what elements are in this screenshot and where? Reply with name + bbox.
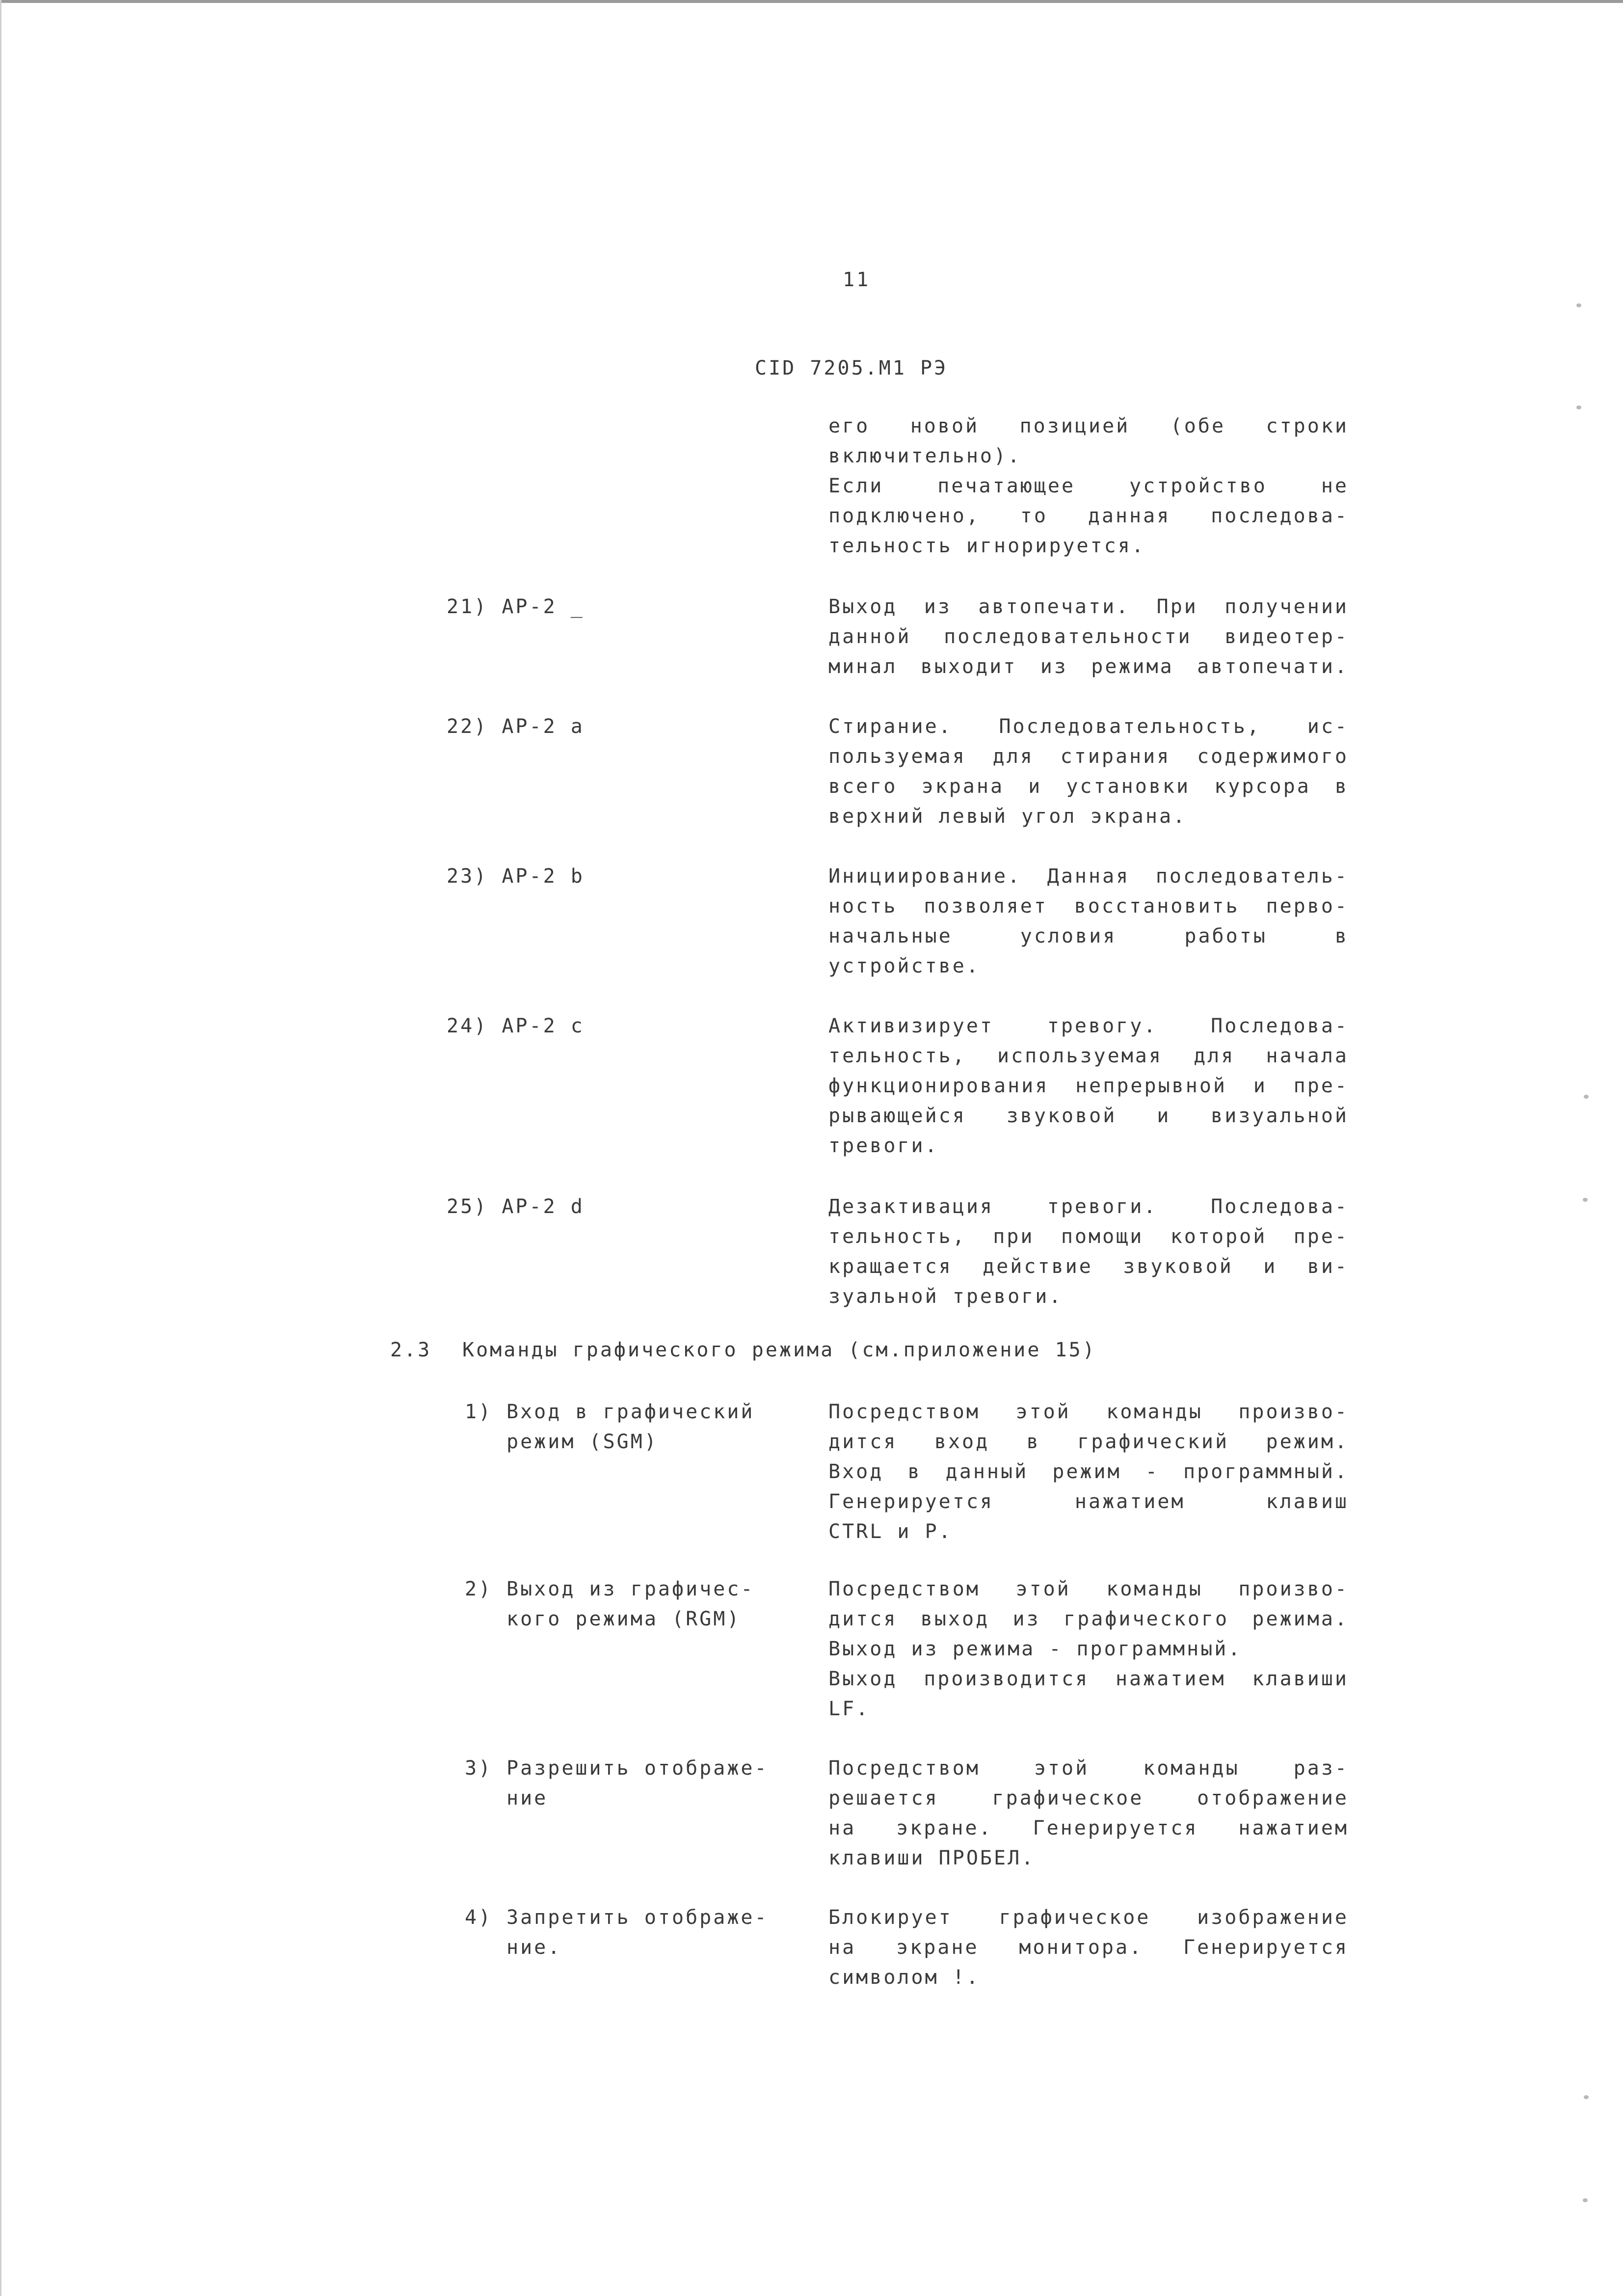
text-line: тельность, используемая для начала [828,1045,1349,1067]
text-line: Посредством этой команды произво- [828,1578,1349,1600]
entry-label: 24) AP-2 c [447,1015,585,1037]
command-number: 2) [465,1578,493,1600]
text-line: его новой позицией (обе строки [828,415,1349,437]
text-line: ность позволяет восстановить перво- [828,895,1349,918]
text-line: подключено, то данная последова- [828,505,1349,527]
continuation-text [828,411,1349,561]
scan-speck [1584,2095,1589,2099]
entry-description [828,592,1349,682]
text-line: устройстве. [828,955,980,977]
command-number: 1) [465,1401,493,1423]
scan-speck [1583,2198,1588,2202]
command-description [828,1903,1349,1993]
text-line: Посредством этой команды раз- [828,1757,1349,1780]
text-line: Вход в данный режим - программный. [828,1460,1349,1483]
text-line: дится вход в графический режим. [828,1431,1349,1453]
command-label [506,1397,754,1457]
text-line: на экране монитора. Генерируется [828,1936,1349,1959]
text-line: Выход из автопечати. При получении [828,595,1349,618]
text-line: включительно). [828,445,1022,467]
text-line: Разрешить отображе- [506,1757,769,1780]
text-line: LF. [828,1698,870,1720]
text-line: Выход производится нажатием клавиши [828,1668,1349,1690]
command-label [506,1903,769,1963]
text-line: дится выход из графического режима. [828,1608,1349,1630]
text-line: тревоги. [828,1134,939,1157]
command-label [506,1754,769,1813]
text-line: решается графическое отображение [828,1787,1349,1810]
text-line: Выход из режима - программный. [828,1638,1242,1660]
text-line: ние. [506,1936,562,1959]
text-line: символом !. [828,1966,980,1989]
text-line: Посредством этой команды произво- [828,1401,1349,1423]
text-line: минал выходит из режима автопечати. [828,655,1349,678]
text-line: данной последовательности видеотер- [828,625,1349,648]
document-code: CID 7205.M1 РЭ [755,357,948,379]
text-line: Выход из графичес- [506,1578,755,1600]
scan-speck [1584,1095,1589,1099]
text-line: кого режима (RGM) [506,1608,741,1630]
entry-description [828,862,1349,981]
text-line: Генерируется нажатием клавиш [828,1490,1349,1513]
section-number: 2.3 [390,1339,432,1361]
text-line: Если печатающее устройство не [828,475,1349,497]
text-line: верхний левый угол экрана. [828,805,1187,828]
text-line: Вход в графический [506,1401,755,1423]
text-line: кращается действие звуковой и ви- [828,1255,1349,1278]
text-line: Стирание. Последовательность, ис- [828,715,1349,738]
text-line: ние [506,1787,548,1810]
text-line: зуальной тревоги. [828,1285,1063,1308]
scan-speck [1576,405,1581,409]
page-number: 11 [843,269,871,291]
text-line: клавиши ПРОБЕЛ. [828,1847,1036,1869]
text-line: тельность, при помощи которой пре- [828,1225,1349,1248]
scan-edge-top [0,0,1623,3]
text-line: функционирования непрерывной и пре- [828,1075,1349,1097]
command-number: 3) [465,1757,493,1780]
entry-label: 21) AP-2 _ [447,595,585,618]
command-description [828,1754,1349,1873]
text-line: режим (SGM) [506,1431,658,1453]
entry-label: 22) AP-2 a [447,715,585,738]
scan-edge-left [0,0,1,2296]
text-line: всего экрана и установки курсора в [828,775,1349,798]
text-line: CTRL и P. [828,1520,953,1543]
command-label [506,1574,754,1634]
entry-description [828,1192,1349,1312]
text-line: Дезактивация тревоги. Последова- [828,1195,1349,1218]
section-title: Команды графического режима (см.приложение 15) [462,1339,1096,1361]
text-line: рывающейся звуковой и визуальной [828,1105,1349,1127]
scan-speck [1583,1198,1588,1202]
text-line: Блокирует графическое изображение [828,1906,1349,1929]
text-line: пользуемая для стирания содержимого [828,745,1349,768]
entry-description [828,1011,1349,1161]
text-line: Активизирует тревогу. Последова- [828,1015,1349,1037]
text-line: на экране. Генерируется нажатием [828,1817,1349,1839]
command-description [828,1574,1349,1724]
command-number: 4) [465,1906,493,1929]
entry-label: 25) AP-2 d [447,1195,585,1218]
command-description [828,1397,1349,1547]
scan-speck [1576,303,1581,307]
text-line: начальные условия работы в [828,925,1349,947]
text-line: Запретить отображе- [506,1906,769,1929]
text-line: тельность игнорируется. [828,535,1145,557]
text-line: Инициирование. Данная последователь- [828,865,1349,888]
entry-description [828,712,1349,832]
entry-label: 23) AP-2 b [447,865,585,888]
